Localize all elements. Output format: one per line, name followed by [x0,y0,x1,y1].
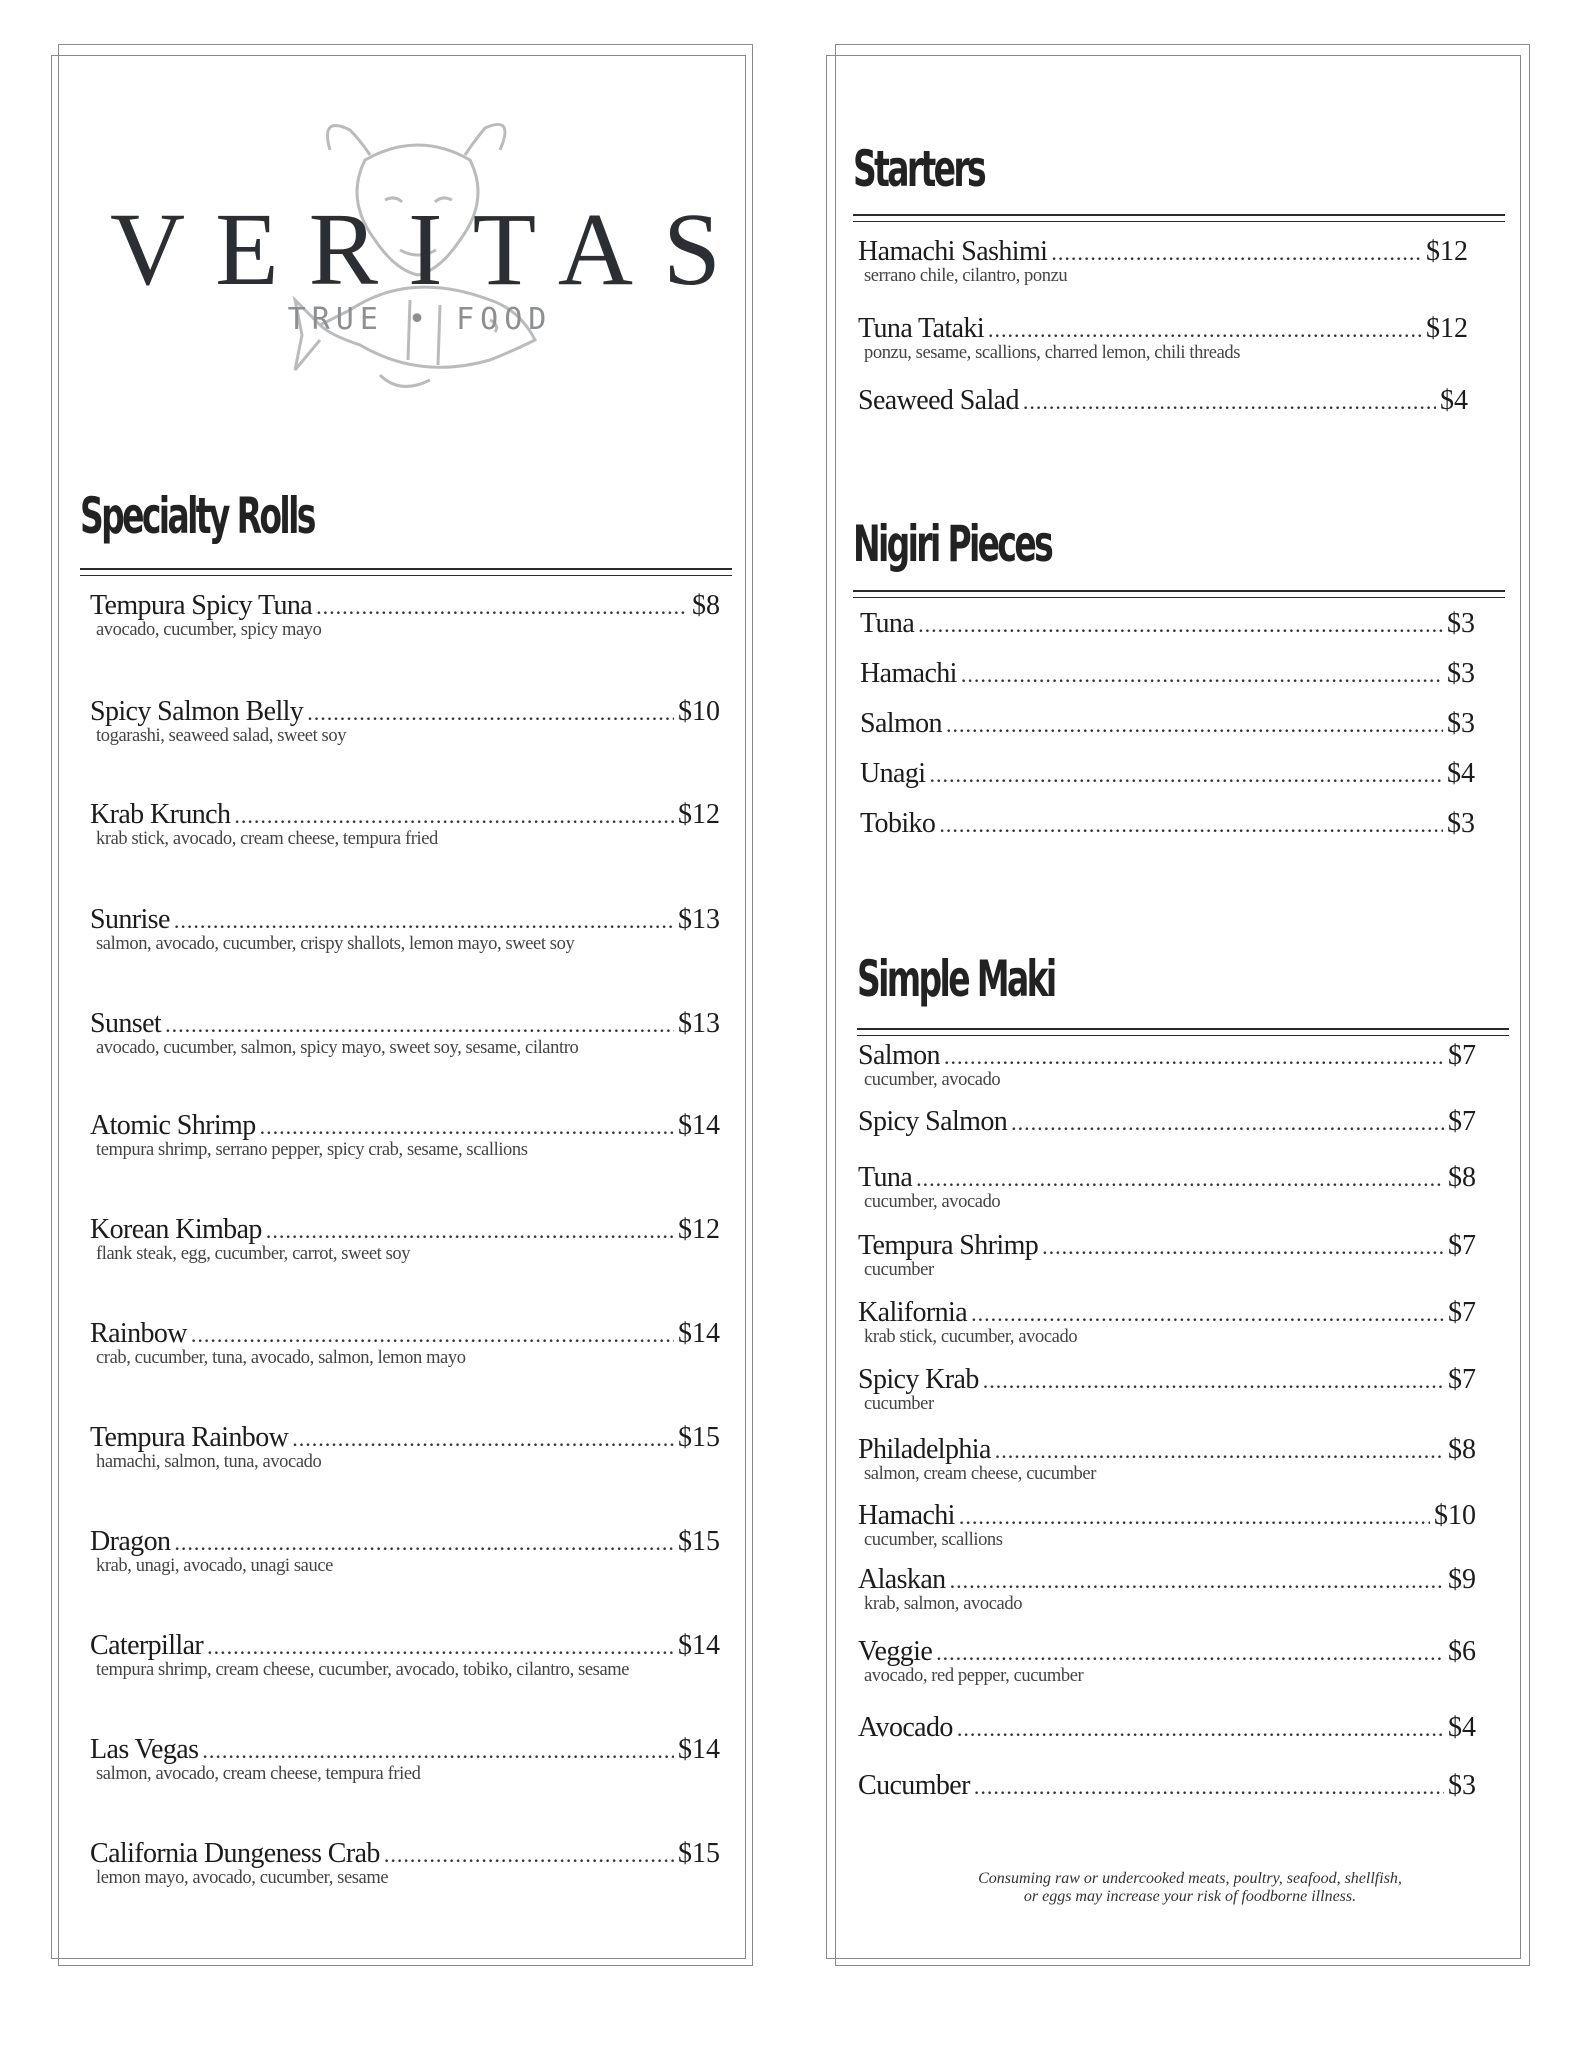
item-price: $4 [1448,1712,1476,1743]
starter-item [858,385,1468,417]
item-name: Hamachi [860,658,957,689]
nigiri-item [860,808,1475,840]
item-price: $9 [1448,1564,1476,1595]
logo [110,110,751,410]
maki-item [858,1106,1476,1138]
dot-leader [266,1218,674,1244]
item-description: krab stick, avocado, cream cheese, tempura fried [96,829,438,849]
roll-item [90,1110,720,1161]
dot-leader [946,712,1443,738]
roll-item-line [90,590,720,622]
item-price: $8 [1448,1434,1476,1465]
dot-leader [174,908,674,934]
specialty-rolls-rule-thin [80,575,732,576]
dot-leader [916,1166,1444,1192]
dot-leader [944,1044,1444,1070]
nigiri-item [860,708,1475,740]
maki-item [858,1434,1476,1485]
item-name: Tempura Spicy Tuna [90,590,313,621]
dot-leader [974,1774,1444,1800]
item-name: Salmon [858,1040,940,1071]
maki-item [858,1162,1476,1213]
item-description: ponzu, sesame, scallions, charred lemon, chili threads [864,343,1241,363]
roll-item [90,590,720,641]
maki-rule-thin [857,1035,1509,1036]
item-description: avocado, red pepper, cucumber [864,1666,1084,1686]
item-price: $13 [678,1008,720,1039]
item-description: crab, cucumber, tuna, avocado, salmon, lemon mayo [96,1348,466,1368]
item-price: $12 [678,1214,720,1245]
maki-item [858,1297,1476,1348]
item-price: $4 [1447,758,1475,789]
dot-leader [957,1716,1444,1742]
dot-leader [983,1368,1444,1394]
item-name: Las Vegas [90,1734,199,1765]
dot-leader [1023,389,1436,415]
maki-item-line [858,1500,1476,1532]
dot-leader [174,1530,674,1556]
roll-item-line [90,904,720,936]
item-name: Tempura Shrimp [858,1230,1039,1261]
nigiri-item-line [860,758,1475,790]
item-price: $6 [1448,1636,1476,1667]
item-price: $7 [1448,1106,1476,1137]
item-name: Alaskan [858,1564,946,1595]
maki-item-line [858,1230,1476,1262]
item-description: togarashi, seaweed salad, sweet soy [96,726,347,746]
item-name: Cucumber [858,1770,970,1801]
nigiri-item-line [860,658,1475,690]
dot-leader [929,762,1443,788]
item-name: Salmon [860,708,942,739]
dot-leader [191,1322,674,1348]
disclaimer [860,1870,1520,1906]
starters-rule-thin [853,221,1505,222]
item-description: avocado, cucumber, salmon, spicy mayo, sweet soy, sesame, cilantro [96,1038,579,1058]
dot-leader [995,1438,1444,1464]
item-description: salmon, cream cheese, cucumber [864,1464,1096,1484]
item-name: Caterpillar [90,1630,204,1661]
maki-item [858,1712,1476,1744]
maki-item-line [858,1162,1476,1194]
roll-item-line [90,1318,720,1350]
specialty-rolls-heading: Specialty Rolls [80,487,314,545]
item-price: $14 [678,1630,720,1661]
maki-item [858,1364,1476,1415]
roll-item-line [90,1526,720,1558]
roll-item [90,904,720,955]
starter-item [858,236,1468,287]
dot-leader [1051,240,1422,266]
item-description: salmon, avocado, cucumber, crispy shallots, lemon mayo, sweet soy [96,934,575,954]
item-price: $3 [1447,708,1475,739]
dot-leader [959,1504,1430,1530]
item-description: flank steak, egg, cucumber, carrot, sweet soy [96,1244,411,1264]
roll-item-line [90,1734,720,1766]
dot-leader [936,1640,1444,1666]
maki-item-line [858,1297,1476,1329]
roll-item [90,1838,720,1889]
dot-leader [207,1634,674,1660]
maki-item-line [858,1636,1476,1668]
maki-rule [857,1028,1509,1030]
maki-heading: Simple Maki [857,950,1055,1008]
item-price: $8 [1448,1162,1476,1193]
item-description: krab, salmon, avocado [864,1594,1023,1614]
dot-leader [950,1568,1444,1594]
specialty-rolls-rule [80,568,732,570]
item-name: Hamachi Sashimi [858,236,1048,267]
dot-leader [260,1114,674,1140]
dot-leader [202,1738,674,1764]
roll-item-line [90,1008,720,1040]
starter-item-line [858,385,1468,417]
roll-item [90,1422,720,1473]
item-name: Tuna [858,1162,913,1193]
item-price: $4 [1440,385,1468,416]
roll-item [90,1734,720,1785]
maki-item [858,1040,1476,1091]
item-name: Philadelphia [858,1434,991,1465]
roll-item [90,1318,720,1369]
item-price: $12 [1426,313,1468,344]
item-price: $7 [1448,1364,1476,1395]
disclaimer-line-1: Consuming raw or undercooked meats, poultry, seafood, shellfish, [978,1870,1402,1887]
starter-item-line [858,236,1468,268]
roll-item-line [90,696,720,728]
item-name: Hamachi [858,1500,955,1531]
item-description: avocado, cucumber, spicy mayo [96,620,322,640]
item-name: Unagi [860,758,926,789]
item-price: $10 [1434,1500,1476,1531]
dot-leader [307,700,674,726]
item-name: Tempura Rainbow [90,1422,289,1453]
item-name: Korean Kimbap [90,1214,262,1245]
item-price: $7 [1448,1230,1476,1261]
item-name: Sunrise [90,904,170,935]
roll-item-line [90,1422,720,1454]
nigiri-item-line [860,608,1475,640]
item-description: cucumber [864,1260,934,1280]
item-name: Tuna [860,608,915,639]
roll-item-line [90,1838,720,1870]
dot-leader [971,1301,1444,1327]
nigiri-item [860,608,1475,640]
item-name: Spicy Salmon Belly [90,696,304,727]
maki-item [858,1500,1476,1551]
maki-item-line [858,1434,1476,1466]
nigiri-item-line [860,708,1475,740]
roll-item [90,1526,720,1577]
roll-item [90,799,720,850]
dot-leader [165,1012,674,1038]
item-price: $12 [1426,236,1468,267]
item-price: $3 [1447,658,1475,689]
dot-leader [988,317,1422,343]
item-name: Spicy Krab [858,1364,979,1395]
item-description: cucumber, scallions [864,1530,1003,1550]
item-price: $14 [678,1734,720,1765]
item-price: $7 [1448,1297,1476,1328]
item-price: $14 [678,1110,720,1141]
item-price: $10 [678,696,720,727]
item-price: $13 [678,904,720,935]
maki-item-line [858,1364,1476,1396]
item-name: Veggie [858,1636,933,1667]
item-description: cucumber, avocado [864,1070,1001,1090]
maki-item-line [858,1770,1476,1802]
item-description: cucumber, avocado [864,1192,1001,1212]
item-price: $8 [692,590,720,621]
nigiri-item [860,758,1475,790]
item-name: Spicy Salmon [858,1106,1008,1137]
item-name: Tuna Tataki [858,313,985,344]
dot-leader [234,803,674,829]
item-name: Krab Krunch [90,799,231,830]
dot-leader [939,812,1443,838]
item-name: Rainbow [90,1318,187,1349]
maki-item [858,1230,1476,1281]
dot-leader [961,662,1443,688]
starters-rule [853,214,1505,216]
roll-item [90,1630,720,1681]
disclaimer-line-2: or eggs may increase your risk of foodborne illness. [1023,1888,1357,1905]
roll-item [90,696,720,747]
roll-item-line [90,1214,720,1246]
maki-item-line [858,1712,1476,1744]
item-name: Atomic Shrimp [90,1110,256,1141]
item-price: $15 [678,1526,720,1557]
roll-item-line [90,1110,720,1142]
maki-item [858,1564,1476,1615]
item-price: $15 [678,1838,720,1869]
maki-item-line [858,1040,1476,1072]
dot-leader [1042,1234,1444,1260]
item-description: tempura shrimp, cream cheese, cucumber, avocado, tobiko, cilantro, sesame [96,1660,630,1680]
starter-item-line [858,313,1468,345]
dot-leader [316,594,688,620]
item-price: $3 [1447,608,1475,639]
dot-leader [292,1426,674,1452]
dot-leader [1011,1110,1444,1136]
item-name: Dragon [90,1526,171,1557]
maki-item [858,1770,1476,1802]
maki-item-line [858,1106,1476,1138]
item-name: Tobiko [860,808,936,839]
nigiri-rule [853,590,1505,592]
item-name: Kalifornia [858,1297,968,1328]
maki-item [858,1636,1476,1687]
logo-title: VERITAS [110,192,751,307]
item-description: krab, unagi, avocado, unagi sauce [96,1556,333,1576]
roll-item [90,1214,720,1265]
roll-item-line [90,799,720,831]
logo-subtitle: TRUE • FOOD [287,302,553,337]
item-description: serrano chile, cilantro, ponzu [864,266,1068,286]
dot-leader [918,612,1443,638]
maki-item-line [858,1564,1476,1596]
item-name: California Dungeness Crab [90,1838,380,1869]
starter-item [858,313,1468,364]
item-description: salmon, avocado, cream cheese, tempura fried [96,1764,421,1784]
item-name: Sunset [90,1008,162,1039]
item-name: Seaweed Salad [858,385,1019,416]
item-price: $7 [1448,1040,1476,1071]
nigiri-heading: Nigiri Pieces [853,515,1052,573]
roll-item-line [90,1630,720,1662]
item-price: $12 [678,799,720,830]
item-description: krab stick, cucumber, avocado [864,1327,1078,1347]
item-price: $3 [1448,1770,1476,1801]
starters-heading: Starters [853,140,985,198]
dot-leader [384,1842,674,1868]
nigiri-item [860,658,1475,690]
item-price: $14 [678,1318,720,1349]
nigiri-rule-thin [853,597,1505,598]
nigiri-item-line [860,808,1475,840]
roll-item [90,1008,720,1059]
item-price: $3 [1447,808,1475,839]
item-description: lemon mayo, avocado, cucumber, sesame [96,1868,389,1888]
item-description: tempura shrimp, serrano pepper, spicy crab, sesame, scallions [96,1140,528,1160]
item-name: Avocado [858,1712,953,1743]
item-description: hamachi, salmon, tuna, avocado [96,1452,322,1472]
item-price: $15 [678,1422,720,1453]
item-description: cucumber [864,1394,934,1414]
